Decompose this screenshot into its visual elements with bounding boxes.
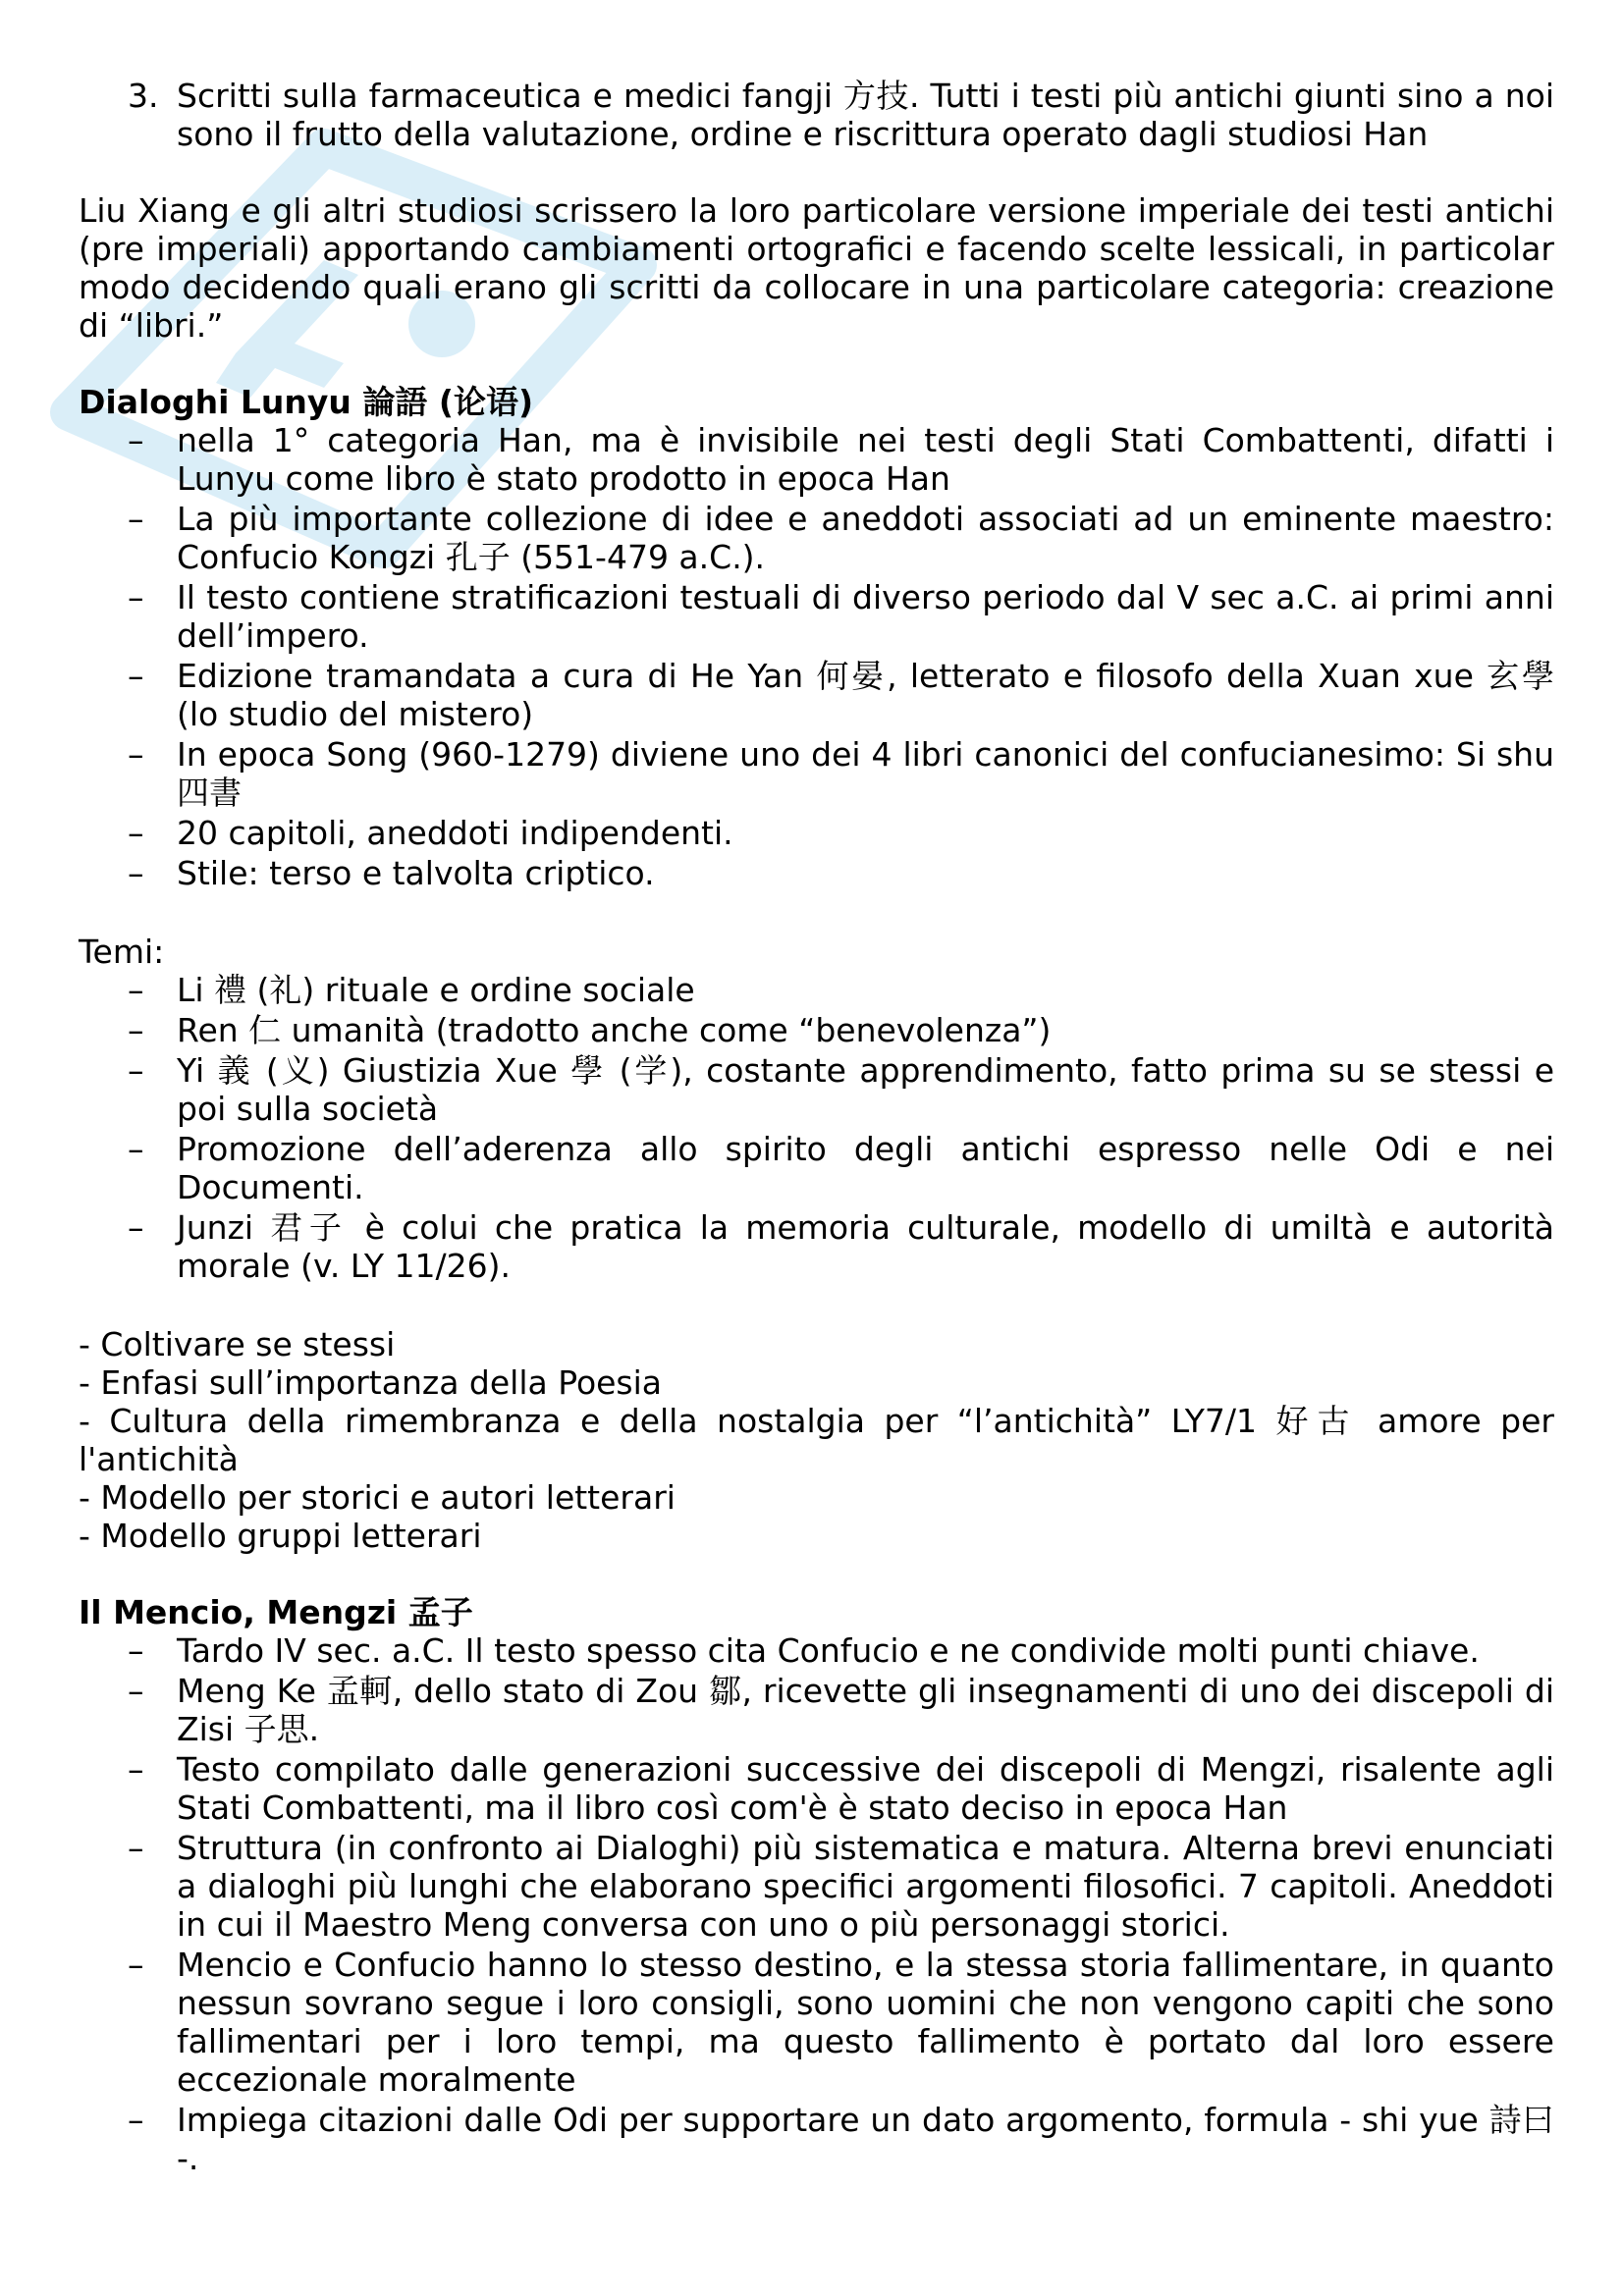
dash-marker: – <box>128 1750 144 1789</box>
dash-marker: – <box>128 1130 144 1168</box>
dash-marker: – <box>128 814 144 852</box>
intro-paragraph: Liu Xiang e gli altri studiosi scrissero la loro particolare versione imperiale dei testi antichi (pre imperiali) apportando cambiamenti ortografici e facendo scelte lessicali, in particolar modo decidendo quali erano gli scritti da collocare in una particolare categoria: creazione di “libri.” <box>79 191 1554 345</box>
list-item: – Il testo contiene stratificazioni testuali di diverso periodo dal V sec a.C. ai primi anni dell’impero. <box>128 578 1554 655</box>
list-item: – In epoca Song (960-1279) diviene uno dei 4 libri canonici del confucianesimo: Si shu 四書 <box>128 735 1554 812</box>
mencio-heading: Il Mencio, Mengzi 孟子 <box>79 1593 473 1631</box>
dash-marker: – <box>128 1208 144 1247</box>
list-number: 3. <box>128 77 159 115</box>
list-item: - Cultura della rimembranza e della nostalgia per “l’antichità” LY7/1 好古 amore per l'antichità <box>79 1402 1554 1478</box>
dash-marker: – <box>128 1946 144 1984</box>
list-item: – Stile: terso e talvolta criptico. <box>128 854 655 892</box>
numbered-list <box>79 77 1554 153</box>
temi-label: Temi: <box>79 933 165 971</box>
dash-marker: – <box>128 1051 144 1090</box>
list-item: – Ren 仁 umanità (tradotto anche come “benevolenza”) <box>128 1011 1052 1049</box>
list-item: – Promozione dell’aderenza allo spirito degli antichi espresso nelle Odi e nei Documenti. <box>128 1130 1554 1206</box>
dash-marker: – <box>128 421 144 459</box>
lunyu-heading: Dialoghi Lunyu 論語 (论语) <box>79 383 534 421</box>
dash-marker: – <box>128 1011 144 1049</box>
temi-list <box>79 971 1554 1285</box>
dash-marker: – <box>128 2101 144 2139</box>
dash-marker: – <box>128 735 144 774</box>
list-item: – nella 1° categoria Han, ma è invisibile nei testi degli Stati Combattenti, difatti i Lunyu come libro è stato prodotto in epoca Han <box>128 421 1554 498</box>
list-item: – Li 禮 (礼) rituale e ordine sociale <box>128 971 695 1009</box>
list-item: – La più importante collezione di idee e aneddoti associati ad un eminente maestro: Confucio Kongzi 孔子 (551-479 a.C.). <box>128 500 1554 576</box>
dash-marker: – <box>128 500 144 538</box>
dash-marker: – <box>128 854 144 892</box>
list-item: – 20 capitoli, aneddoti indipendenti. <box>128 814 733 852</box>
list-item: - Coltivare se stessi <box>79 1325 396 1363</box>
list-item: - Modello gruppi letterari <box>79 1517 482 1555</box>
dash-marker: – <box>128 971 144 1009</box>
list-item: – Yi 義 (义) Giustizia Xue 學 (学), costante apprendimento, fatto prima su se stessi e poi sulla società <box>128 1051 1554 1128</box>
list-item: – Junzi 君子 è colui che pratica la memoria culturale, modello di umiltà e autorità morale (v. LY 11/26). <box>128 1208 1554 1285</box>
list-item-text: Scritti sulla farmaceutica e medici fangji 方技. Tutti i testi più antichi giunti sino a noi sono il frutto della valutazione, ordine e riscrittura operato dagli studiosi Han <box>177 77 1554 153</box>
list-item: – Impiega citazioni dalle Odi per supportare un dato argomento, formula - shi yue 詩曰 -. <box>128 2101 1554 2177</box>
list-item <box>79 77 1554 153</box>
dash-marker: – <box>128 1829 144 1867</box>
mencio-list <box>79 1631 1554 2177</box>
list-item: – Mencio e Confucio hanno lo stesso destino, e la stessa storia fallimentare, in quanto nessun sovrano segue i loro consigli, sono uomini che non vengono capiti che sono fallimentari per i loro tempi, ma questo fallimento è portato dal loro essere eccezionale moralmente <box>128 1946 1554 2099</box>
list-item: – Testo compilato dalle generazioni successive dei discepoli di Mengzi, risalente agli Stati Combattenti, ma il libro così com'è è stato deciso in epoca Han <box>128 1750 1554 1827</box>
list-item: – Tardo IV sec. a.C. Il testo spesso cita Confucio e ne condivide molti punti chiave. <box>128 1631 1480 1670</box>
list-item: - Enfasi sull’importanza della Poesia <box>79 1363 663 1402</box>
list-item: – Edizione tramandata a cura di He Yan 何晏, letterato e filosofo della Xuan xue 玄學 (lo studio del mistero) <box>128 657 1554 733</box>
document-page <box>79 77 1554 2179</box>
hyphen-list <box>79 1325 1554 1555</box>
list-item: – Struttura (in confronto ai Dialoghi) più sistematica e matura. Alterna brevi enunciati a dialoghi più lunghi che elaborano specifici argomenti filosofici. 7 capitoli. Aneddoti in cui il Maestro Meng conversa con uno o più personaggi storici. <box>128 1829 1554 1944</box>
dash-marker: – <box>128 657 144 695</box>
list-item: – Meng Ke 孟軻, dello stato di Zou 鄒, ricevette gli insegnamenti di uno dei discepoli di Zisi 子思. <box>128 1672 1554 1748</box>
dash-marker: – <box>128 1631 144 1670</box>
lunyu-list <box>79 421 1554 892</box>
list-item: - Modello per storici e autori letterari <box>79 1478 676 1517</box>
dash-marker: – <box>128 578 144 616</box>
dash-marker: – <box>128 1672 144 1710</box>
